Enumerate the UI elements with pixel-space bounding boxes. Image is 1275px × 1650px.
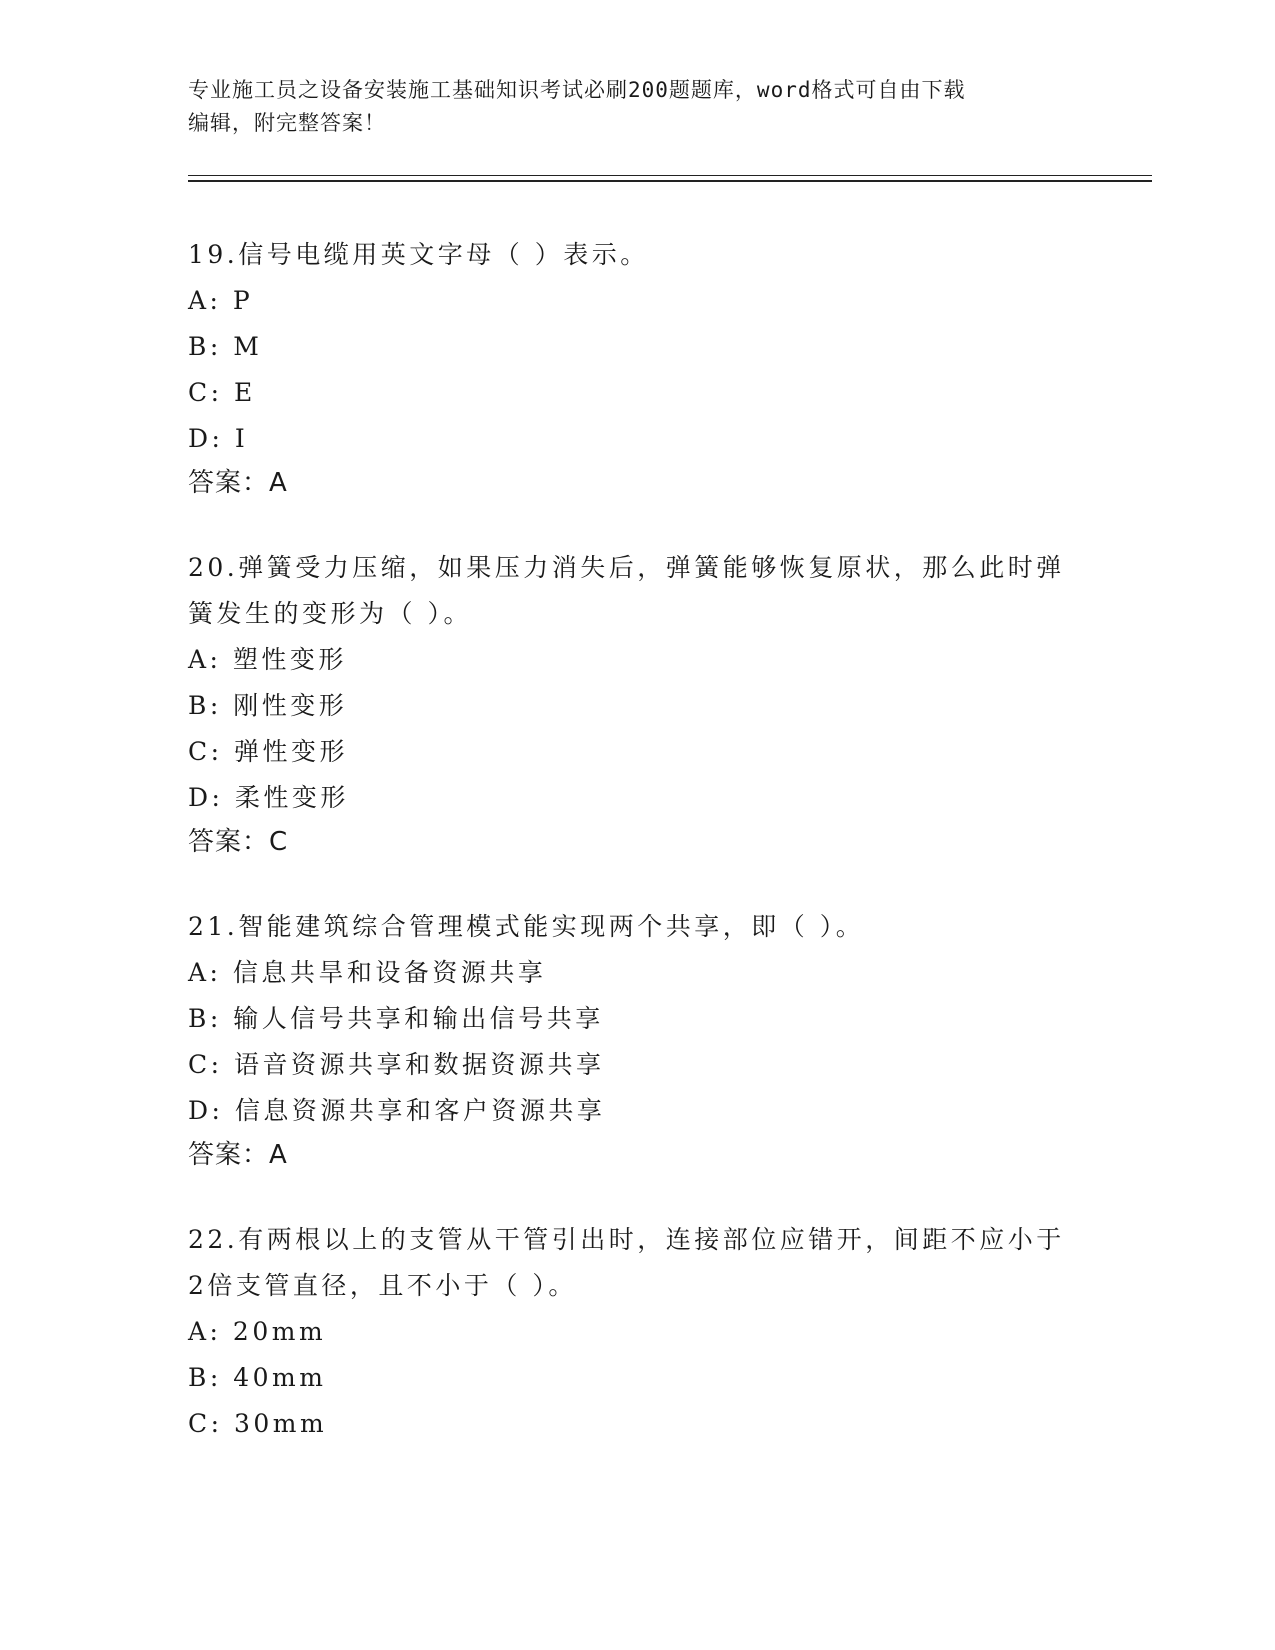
option-a: A: 塑性变形 — [188, 645, 347, 674]
question-list — [188, 232, 1088, 1488]
question-stem: 19.信号电缆用英文字母（ ）表示。 — [188, 240, 649, 269]
question-22 — [188, 1217, 1088, 1447]
question-stem: 22.有两根以上的支管从干管引出时，连接部位应错开，间距不应小于 — [188, 1225, 1065, 1254]
option-c: C: E — [188, 378, 256, 407]
answer-line: 答案：A — [188, 468, 288, 498]
option-a: A: 信息共旱和设备资源共享 — [188, 958, 547, 987]
header-title-line-2: 编辑，附完整答案！ — [188, 111, 386, 135]
option-c: C: 30mm — [188, 1409, 328, 1438]
option-c: C: 语音资源共享和数据资源共享 — [188, 1050, 605, 1079]
option-b: B: M — [188, 332, 263, 361]
document-header — [188, 74, 1068, 140]
question-stem: 20.弹簧受力压缩，如果压力消失后，弹簧能够恢复原状，那么此时弹 — [188, 553, 1065, 582]
answer-line: 答案：C — [188, 827, 289, 857]
question-21 — [188, 904, 1088, 1176]
option-b: B: 输人信号共享和输出信号共享 — [188, 1004, 604, 1033]
question-20 — [188, 545, 1088, 863]
option-d: D: 信息资源共享和客户资源共享 — [188, 1096, 606, 1125]
option-c: C: 弹性变形 — [188, 737, 348, 766]
question-stem-continued: 簧发生的变形为（ ）。 — [188, 599, 472, 628]
question-19 — [188, 232, 1088, 504]
option-a: A: 20mm — [188, 1317, 327, 1346]
option-d: D: I — [188, 424, 249, 453]
option-a: A: P — [188, 286, 254, 315]
question-stem: 21.智能建筑综合管理模式能实现两个共享，即（ ）。 — [188, 912, 865, 941]
header-title-line-1: 专业施工员之设备安装施工基础知识考试必刷200题题库，word格式可自由下载 — [188, 78, 966, 102]
option-d: D: 柔性变形 — [188, 783, 349, 812]
answer-line: 答案：A — [188, 1140, 288, 1170]
option-b: B: 刚性变形 — [188, 691, 348, 720]
option-b: B: 40mm — [188, 1363, 327, 1392]
header-divider-thin — [188, 175, 1152, 176]
header-divider-thick — [188, 180, 1152, 182]
question-stem-continued: 2倍支管直径，且不小于（ ）。 — [188, 1271, 577, 1300]
